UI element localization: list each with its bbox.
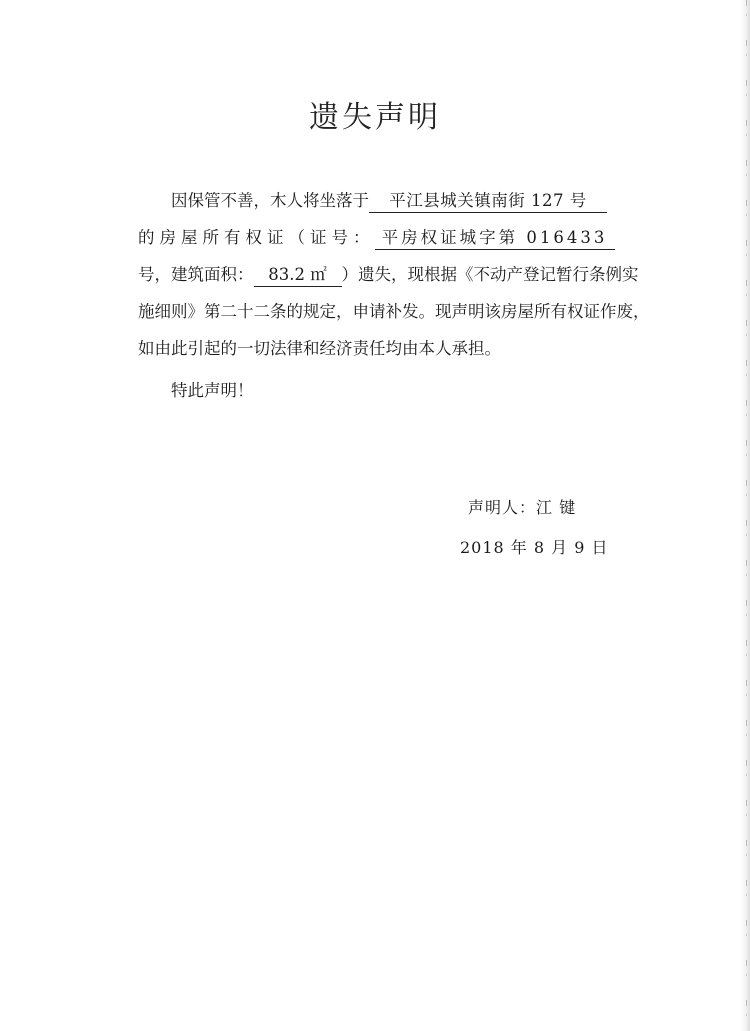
line-4-text: 施细则》第二十二条的规定，申请补发。现声明该房屋所有权证作废， <box>138 302 650 321</box>
line-5-text: 如由此引起的一切法律和经济责任均由本人承担。 <box>138 339 501 358</box>
paragraph-line-3 <box>138 256 668 293</box>
document-title: 遗失声明 <box>309 100 441 135</box>
certificate-number-field: 平房权证城字第 016433 <box>375 227 615 250</box>
property-address-field: 平江县城关镇南街 127 号 <box>369 190 607 213</box>
scan-edge-artifact <box>746 0 747 1031</box>
statement-paragraph <box>138 182 668 367</box>
declaration-date: 2018 年 8 月 9 日 <box>460 538 609 557</box>
paragraph-line-4 <box>138 293 668 330</box>
scan-edge-shadow <box>740 0 750 1031</box>
line-3-prefix: 号，建筑面积： <box>138 265 254 284</box>
line-2-prefix: 的房屋所有权证（证号： <box>138 228 375 247</box>
declarant-signature: 声明人：江 键 <box>468 498 577 517</box>
closing-statement: 特此声明！ <box>171 381 254 400</box>
line-1-prefix: 因保管不善，木人将坐落于 <box>171 191 369 210</box>
building-area-field: 83.2 ㎡ <box>254 264 342 287</box>
paragraph-line-2 <box>138 219 668 256</box>
paragraph-line-5 <box>138 330 668 367</box>
paragraph-line-1 <box>138 182 668 219</box>
line-3-suffix: ）遗失，现根据《不动产登记暂行条例实 <box>341 265 639 284</box>
